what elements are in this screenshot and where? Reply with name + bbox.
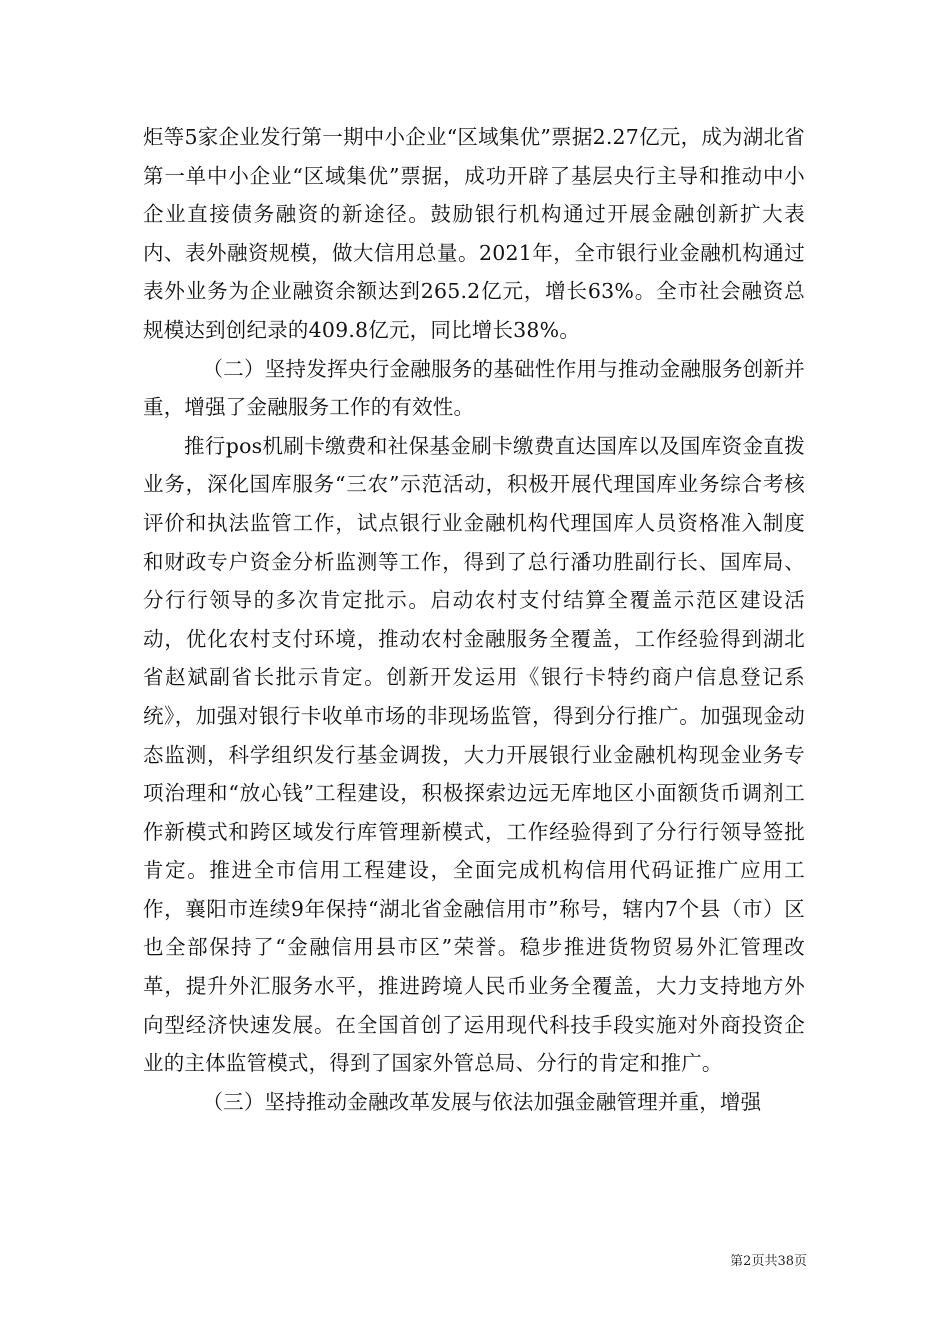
paragraph-financial-services: 推行pos机刷卡缴费和社保基金刷卡缴费直达国库以及国库资金直拨业务，深化国库服务“三农”示范活动，积极开展代理国库业务综合考核评价和执法监管工作，试点银行业金融机构代理国库人员资格准入制度和财政专户资金分析监测等工作，得到了总行潘功胜副行长、国库局、分行行领导的多次肯定批示。启动农村支付结算全覆盖示范区建设活动，优化农村支付环境，推动农村金融服务全覆盖，工作经验得到湖北省赵斌副省长批示肯定。创新开发运用《银行卡特约商户信息登记系统》，加强对银行卡收单市场的非现场监管，得到分行推广。加强现金动态监测，科学组织发行基金调拨，大力开展银行业金融机构现金业务专项治理和“放心钱”工程建设，积极探索边远无库地区小面额货币调剂工作新模式和跨区域发行库管理新模式，工作经验得到了分行行领导签批肯定。推进全市信用工程建设，全面完成机构信用代码证推广应用工作，襄阳市连续9年保持“湖北省金融信用市”称号，辖内7个县（市）区也全部保持了“金融信用县市区”荣誉。稳步推进货物贸易外汇管理改革，提升外汇服务水平，推进跨境人民币业务全覆盖，大力支持地方外向型经济快速发展。在全国首创了运用现代科技手段实施对外商投资企业的主体监管模式，得到了国家外管总局、分行的肯定和推广。 bbox=[143, 433, 805, 1076]
page-number-footer: 第2页共38页 bbox=[730, 1254, 807, 1269]
section-heading-3: （三）坚持推动金融改革发展与依法加强金融管理并重，增强 bbox=[202, 1089, 762, 1114]
paragraph-continued: 炬等5家企业发行第一期中小企业“区域集优”票据2.27亿元，成为湖北省第一单中小企业“区域集优”票据，成功开辟了基层央行主导和推动中小企业直接债务融资的新途径。鼓励银行机构通过开展金融创新扩大表内、表外融资规模，做大信用总量。2021年，全市银行业金融机构通过表外业务为企业融资余额达到265.2亿元，增长63%。全市社会融资总规模达到创纪录的409.8亿元，同比增长38%。 bbox=[143, 125, 805, 342]
section-heading-2: （二）坚持发挥央行金融服务的基础性作用与推动金融服务创新并重，增强了金融服务工作的有效性。 bbox=[143, 356, 805, 420]
document-body bbox=[143, 118, 805, 1121]
